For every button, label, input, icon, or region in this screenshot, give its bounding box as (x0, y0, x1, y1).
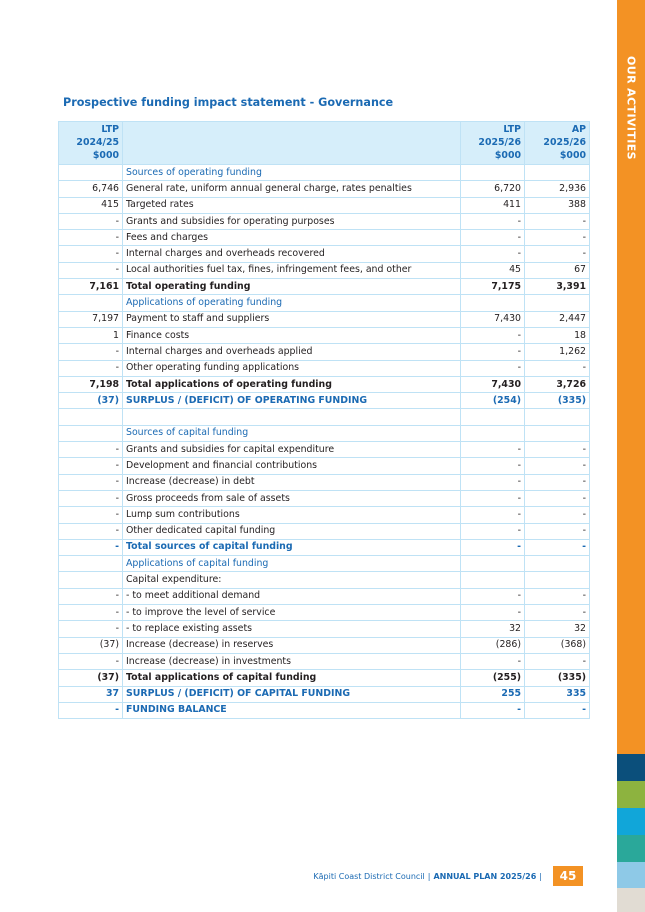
description-cell: Increase (decrease) in investments (123, 653, 461, 669)
description-cell: Applications of capital funding (123, 556, 461, 572)
prior-ltp-cell: - (59, 213, 123, 229)
description-cell: Applications of operating funding (123, 295, 461, 311)
prior-ltp-cell: 7,161 (59, 279, 123, 295)
table-row (59, 572, 590, 588)
footer (300, 872, 545, 881)
ap-cell: - (525, 702, 590, 718)
ap-cell: 3,726 (525, 376, 590, 392)
table-row (59, 507, 590, 523)
table-row (59, 474, 590, 490)
prior-ltp-cell: - (59, 458, 123, 474)
ltp-cell: (286) (461, 637, 525, 653)
description-cell: SURPLUS / (DEFICIT) OF OPERATING FUNDING (123, 393, 461, 409)
prior-ltp-cell: 415 (59, 197, 123, 213)
table-row (59, 702, 590, 718)
prior-ltp-cell: - (59, 360, 123, 376)
table-row (59, 653, 590, 669)
ap-cell: (335) (525, 393, 590, 409)
ap-cell: - (525, 458, 590, 474)
description-cell: Payment to staff and suppliers (123, 311, 461, 327)
page-title: Prospective funding impact statement - Governance (63, 96, 394, 109)
description-cell: Grants and subsidies for operating purposes (123, 213, 461, 229)
description-cell: Internal charges and overheads recovered (123, 246, 461, 262)
prior-ltp-cell (59, 425, 123, 441)
table-row (59, 311, 590, 327)
header-line: $000 (559, 150, 586, 161)
header-ltp-2025-26 (461, 122, 525, 165)
table-header-row (59, 122, 590, 165)
header-ap-2025-26 (525, 122, 590, 165)
header-line: LTP (101, 124, 119, 135)
header-line: 2025/26 (478, 137, 521, 148)
ap-cell: 1,262 (525, 344, 590, 360)
table-row (59, 327, 590, 343)
description-cell: Total applications of operating funding (123, 376, 461, 392)
header-line: 2024/25 (76, 137, 119, 148)
description-cell: Fees and charges (123, 230, 461, 246)
ap-cell: 2,936 (525, 181, 590, 197)
header-line: $000 (494, 150, 521, 161)
color-band-navy (617, 754, 645, 781)
table-row (59, 181, 590, 197)
description-cell: Increase (decrease) in reserves (123, 637, 461, 653)
prior-ltp-cell: - (59, 230, 123, 246)
description-cell: Total sources of capital funding (123, 539, 461, 555)
color-band-light-blue (617, 862, 645, 888)
description-cell: Finance costs (123, 327, 461, 343)
table-row (59, 213, 590, 229)
description-cell: - to meet additional demand (123, 588, 461, 604)
ltp-cell: - (461, 523, 525, 539)
ltp-cell: - (461, 702, 525, 718)
ltp-cell: - (461, 653, 525, 669)
ap-cell: - (525, 230, 590, 246)
description-cell: Other dedicated capital funding (123, 523, 461, 539)
ltp-cell (461, 572, 525, 588)
ap-cell (525, 425, 590, 441)
ap-cell (525, 572, 590, 588)
ltp-cell: - (461, 344, 525, 360)
ltp-cell: - (461, 442, 525, 458)
ltp-cell: 45 (461, 262, 525, 278)
table-row (59, 279, 590, 295)
prior-ltp-cell (59, 165, 123, 181)
prior-ltp-cell (59, 572, 123, 588)
description-cell: Development and financial contributions (123, 458, 461, 474)
header-line: $000 (92, 150, 119, 161)
ap-cell: 335 (525, 686, 590, 702)
ap-cell (525, 409, 590, 425)
description-cell: General rate, uniform annual general charge, rates penalties (123, 181, 461, 197)
ap-cell: - (525, 246, 590, 262)
prior-ltp-cell: 37 (59, 686, 123, 702)
ap-cell: 18 (525, 327, 590, 343)
table-row (59, 262, 590, 278)
color-band-teal (617, 835, 645, 862)
prior-ltp-cell: - (59, 474, 123, 490)
ap-cell: 2,447 (525, 311, 590, 327)
prior-ltp-cell: 1 (59, 327, 123, 343)
ltp-cell: - (461, 213, 525, 229)
prior-ltp-cell: - (59, 539, 123, 555)
ap-cell: - (525, 539, 590, 555)
ap-cell: - (525, 507, 590, 523)
ltp-cell: 7,430 (461, 376, 525, 392)
ltp-cell: 7,175 (461, 279, 525, 295)
ltp-cell: - (461, 458, 525, 474)
ltp-cell (461, 165, 525, 181)
description-cell: Targeted rates (123, 197, 461, 213)
description-cell (123, 409, 461, 425)
prior-ltp-cell: - (59, 507, 123, 523)
prior-ltp-cell (59, 409, 123, 425)
ap-cell: - (525, 360, 590, 376)
table-row (59, 197, 590, 213)
table-row (59, 458, 590, 474)
ltp-cell: - (461, 230, 525, 246)
table-row (59, 539, 590, 555)
ap-cell: - (525, 442, 590, 458)
header-description (123, 122, 461, 165)
ltp-cell (461, 425, 525, 441)
description-cell: Sources of operating funding (123, 165, 461, 181)
description-cell: - to improve the level of service (123, 605, 461, 621)
ltp-cell: - (461, 539, 525, 555)
ap-cell: - (525, 588, 590, 604)
ap-cell: - (525, 490, 590, 506)
prior-ltp-cell (59, 295, 123, 311)
description-cell: Total applications of capital funding (123, 670, 461, 686)
table-row (59, 523, 590, 539)
color-band-cyan (617, 808, 645, 835)
prior-ltp-cell: (37) (59, 637, 123, 653)
prior-ltp-cell: - (59, 442, 123, 458)
ltp-cell: - (461, 246, 525, 262)
table-row (59, 393, 590, 409)
ap-cell: (368) (525, 637, 590, 653)
table-row (59, 670, 590, 686)
table-row (59, 490, 590, 506)
description-cell: Lump sum contributions (123, 507, 461, 523)
ltp-cell: - (461, 327, 525, 343)
description-cell: FUNDING BALANCE (123, 702, 461, 718)
page-number: 45 (553, 866, 583, 886)
ltp-cell: 255 (461, 686, 525, 702)
footer-document: ANNUAL PLAN 2025/26 (433, 872, 537, 881)
ap-cell: - (525, 523, 590, 539)
prior-ltp-cell: - (59, 262, 123, 278)
table-row (59, 686, 590, 702)
prior-ltp-cell: 6,746 (59, 181, 123, 197)
ltp-cell: (254) (461, 393, 525, 409)
prior-ltp-cell: (37) (59, 670, 123, 686)
ap-cell: (335) (525, 670, 590, 686)
table-body (59, 165, 590, 719)
prior-ltp-cell: - (59, 344, 123, 360)
description-cell: SURPLUS / (DEFICIT) OF CAPITAL FUNDING (123, 686, 461, 702)
ltp-cell: 32 (461, 621, 525, 637)
table-row (59, 360, 590, 376)
description-cell: Gross proceeds from sale of assets (123, 490, 461, 506)
ap-cell: - (525, 213, 590, 229)
prior-ltp-cell: - (59, 246, 123, 262)
ap-cell (525, 165, 590, 181)
prior-ltp-cell: - (59, 490, 123, 506)
prior-ltp-cell (59, 556, 123, 572)
description-cell: - to replace existing assets (123, 621, 461, 637)
header-line: AP (571, 124, 586, 135)
ap-cell (525, 556, 590, 572)
ap-cell (525, 295, 590, 311)
ltp-cell (461, 409, 525, 425)
table-row (59, 295, 590, 311)
footer-separator: | (539, 872, 542, 881)
table-row (59, 605, 590, 621)
description-cell: Grants and subsidies for capital expenditure (123, 442, 461, 458)
header-ltp-2024-25 (59, 122, 123, 165)
ap-cell: 67 (525, 262, 590, 278)
ltp-cell (461, 295, 525, 311)
prior-ltp-cell: - (59, 523, 123, 539)
ltp-cell: - (461, 588, 525, 604)
description-cell: Capital expenditure: (123, 572, 461, 588)
prior-ltp-cell: - (59, 702, 123, 718)
header-line: LTP (503, 124, 521, 135)
ap-cell: 3,391 (525, 279, 590, 295)
table-row (59, 442, 590, 458)
table-row (59, 588, 590, 604)
description-cell: Local authorities fuel tax, fines, infringement fees, and other (123, 262, 461, 278)
table-row (59, 230, 590, 246)
prior-ltp-cell: 7,198 (59, 376, 123, 392)
footer-separator: | (427, 872, 431, 881)
ltp-cell: - (461, 507, 525, 523)
ltp-cell: 411 (461, 197, 525, 213)
table-row (59, 165, 590, 181)
color-band-beige (617, 888, 645, 912)
ltp-cell: 6,720 (461, 181, 525, 197)
side-tab-text: OUR ACTIVITIES (624, 55, 638, 161)
side-tab-label (617, 0, 645, 754)
table-row (59, 344, 590, 360)
table-row (59, 556, 590, 572)
ap-cell: 388 (525, 197, 590, 213)
description-cell: Internal charges and overheads applied (123, 344, 461, 360)
description-cell: Total operating funding (123, 279, 461, 295)
ltp-cell: - (461, 605, 525, 621)
table-row (59, 621, 590, 637)
funding-impact-table (58, 121, 590, 719)
ap-cell: - (525, 605, 590, 621)
prior-ltp-cell: - (59, 653, 123, 669)
header-line: 2025/26 (543, 137, 586, 148)
table-row (59, 246, 590, 262)
ap-cell: - (525, 653, 590, 669)
description-cell: Sources of capital funding (123, 425, 461, 441)
ltp-cell: (255) (461, 670, 525, 686)
prior-ltp-cell: 7,197 (59, 311, 123, 327)
color-band-green (617, 781, 645, 808)
table-row (59, 425, 590, 441)
footer-council: Kāpiti Coast District Council (313, 872, 425, 881)
prior-ltp-cell: - (59, 588, 123, 604)
table-row (59, 637, 590, 653)
table-row (59, 409, 590, 425)
ltp-cell: - (461, 360, 525, 376)
ltp-cell: - (461, 490, 525, 506)
prior-ltp-cell: - (59, 621, 123, 637)
ltp-cell: - (461, 474, 525, 490)
prior-ltp-cell: - (59, 605, 123, 621)
ap-cell: - (525, 474, 590, 490)
description-cell: Increase (decrease) in debt (123, 474, 461, 490)
description-cell: Other operating funding applications (123, 360, 461, 376)
ltp-cell: 7,430 (461, 311, 525, 327)
ltp-cell (461, 556, 525, 572)
table-row (59, 376, 590, 392)
ap-cell: 32 (525, 621, 590, 637)
prior-ltp-cell: (37) (59, 393, 123, 409)
